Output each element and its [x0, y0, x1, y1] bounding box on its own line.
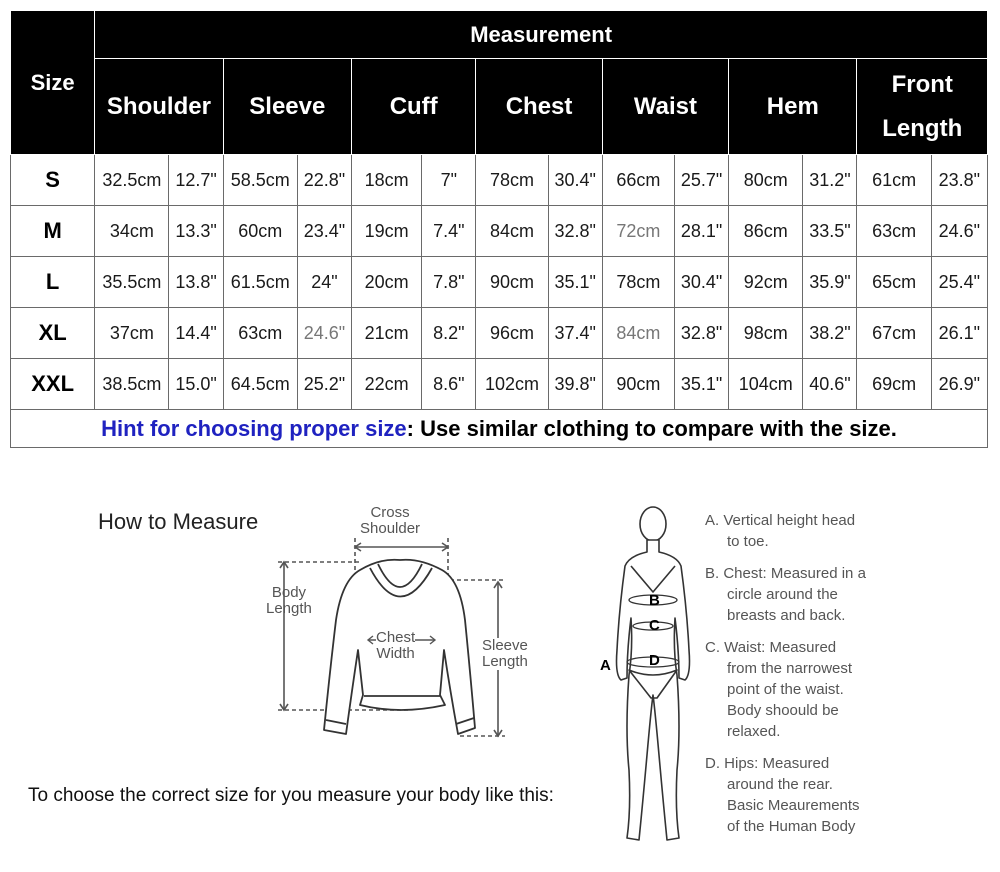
measurement-note — [705, 510, 995, 552]
table-cell: 63cm — [223, 308, 297, 359]
cross-shoulder-line2: Shoulder — [360, 520, 421, 537]
table-cell: 63cm — [857, 206, 931, 257]
hint-text: Use similar clothing to compare with the size. — [414, 415, 897, 441]
cross-shoulder-label — [360, 505, 420, 537]
table-cell: 22cm — [352, 359, 422, 410]
table-cell: 86cm — [729, 206, 803, 257]
note-first-line: C. Waist: Measured — [705, 639, 837, 656]
table-cell: 25.2" — [297, 359, 351, 410]
hint-lead: Hint for choosing proper size — [101, 415, 407, 441]
table-cell: 15.0" — [169, 359, 223, 410]
table-cell: 32.8" — [548, 206, 602, 257]
table-row — [11, 359, 988, 410]
table-cell: 35.1" — [548, 257, 602, 308]
body-marker-a: A — [600, 657, 611, 674]
column-header-shoulder: Shoulder — [95, 59, 223, 155]
table-cell: 35.5cm — [95, 257, 169, 308]
table-cell: 31.2" — [803, 155, 857, 206]
note-line: from the narrowest — [727, 660, 853, 677]
table-row — [11, 308, 988, 359]
table-cell: 35.1" — [674, 359, 728, 410]
sleeve-length-label — [482, 638, 528, 670]
table-cell: 38.5cm — [95, 359, 169, 410]
table-cell: 18cm — [352, 155, 422, 206]
body-marker-b: B — [649, 592, 660, 609]
note-first-line: B. Chest: Measured in a — [705, 565, 866, 582]
note-line: Basic Meaurements — [727, 797, 860, 814]
table-cell: 37cm — [95, 308, 169, 359]
table-cell: 32.5cm — [95, 155, 169, 206]
table-cell: 28.1" — [674, 206, 728, 257]
table-cell: 12.7" — [169, 155, 223, 206]
table-cell: 104cm — [729, 359, 803, 410]
table-cell: 30.4" — [548, 155, 602, 206]
column-header-hem: Hem — [729, 59, 857, 155]
table-cell: 19cm — [352, 206, 422, 257]
table-cell: 33.5" — [803, 206, 857, 257]
measurement-group-header: Measurement — [95, 11, 988, 59]
measurement-note — [705, 563, 995, 626]
table-cell: 7.4" — [422, 206, 476, 257]
table-cell: 98cm — [729, 308, 803, 359]
table-cell: 38.2" — [803, 308, 857, 359]
table-cell: 84cm — [476, 206, 548, 257]
column-header-cuff: Cuff — [352, 59, 476, 155]
sweater-measurement-diagram — [260, 500, 560, 750]
body-length-label — [266, 585, 312, 617]
table-cell: 24" — [297, 257, 351, 308]
sleeve-length-line1: Sleeve — [482, 637, 528, 654]
table-cell: 61cm — [857, 155, 931, 206]
note-line: relaxed. — [727, 723, 781, 740]
table-cell: 40.6" — [803, 359, 857, 410]
front-length-word: Length — [882, 114, 963, 142]
table-cell: 72cm — [602, 206, 674, 257]
note-line: around the rear. — [727, 776, 833, 793]
table-cell: 78cm — [476, 155, 548, 206]
sleeve-length-line2: Length — [482, 653, 528, 670]
table-cell: 30.4" — [674, 257, 728, 308]
column-header-waist: Waist — [602, 59, 728, 155]
measurement-notes — [705, 510, 995, 848]
table-cell: 64.5cm — [223, 359, 297, 410]
note-first-line: D. Hips: Measured — [705, 755, 830, 772]
table-cell: 32.8" — [674, 308, 728, 359]
table-cell: 8.2" — [422, 308, 476, 359]
size-label: M — [11, 206, 95, 257]
table-cell: 92cm — [729, 257, 803, 308]
size-table-body — [11, 155, 988, 448]
column-header-sleeve: Sleeve — [223, 59, 351, 155]
table-cell: 26.1" — [931, 308, 987, 359]
note-line: to toe. — [727, 533, 769, 550]
note-first-line: A. Vertical height head — [705, 512, 856, 529]
size-chart-table — [10, 10, 988, 448]
size-label: S — [11, 155, 95, 206]
table-cell: 78cm — [602, 257, 674, 308]
table-cell: 80cm — [729, 155, 803, 206]
choose-size-instruction: To choose the correct size for you measure your body like this: — [28, 785, 554, 806]
table-cell: 8.6" — [422, 359, 476, 410]
table-cell: 34cm — [95, 206, 169, 257]
table-cell: 14.4" — [169, 308, 223, 359]
size-label: L — [11, 257, 95, 308]
size-column-header: Size — [11, 11, 95, 155]
note-line: point of the waist. — [727, 681, 844, 698]
hint-row — [11, 410, 988, 448]
column-header-chest: Chest — [476, 59, 602, 155]
note-line: of the Human Body — [727, 818, 856, 835]
table-cell: 25.4" — [931, 257, 987, 308]
table-cell: 23.8" — [931, 155, 987, 206]
chest-width-label — [376, 630, 415, 662]
table-cell: 13.8" — [169, 257, 223, 308]
table-row — [11, 155, 988, 206]
table-cell: 84cm — [602, 308, 674, 359]
table-cell: 102cm — [476, 359, 548, 410]
table-cell: 25.7" — [674, 155, 728, 206]
table-cell: 22.8" — [297, 155, 351, 206]
how-to-measure-title: How to Measure — [98, 509, 259, 534]
note-line: circle around the — [727, 586, 838, 603]
size-label: XL — [11, 308, 95, 359]
table-cell: 66cm — [602, 155, 674, 206]
table-cell: 65cm — [857, 257, 931, 308]
table-row — [11, 206, 988, 257]
table-cell: 24.6" — [931, 206, 987, 257]
table-cell: 60cm — [223, 206, 297, 257]
table-cell: 20cm — [352, 257, 422, 308]
table-cell: 90cm — [602, 359, 674, 410]
table-cell: 23.4" — [297, 206, 351, 257]
cross-shoulder-line1: Cross — [370, 504, 410, 521]
table-cell: 13.3" — [169, 206, 223, 257]
body-marker-d: D — [649, 652, 660, 669]
table-cell: 58.5cm — [223, 155, 297, 206]
hint-colon: : — [406, 415, 414, 441]
table-cell: 7.8" — [422, 257, 476, 308]
table-cell: 96cm — [476, 308, 548, 359]
front-length-word: Front — [891, 70, 953, 98]
body-length-line2: Length — [266, 600, 312, 617]
body-length-line1: Body — [271, 584, 307, 601]
hint-cell — [11, 410, 988, 448]
table-row — [11, 257, 988, 308]
table-cell: 7" — [422, 155, 476, 206]
table-cell: 35.9" — [803, 257, 857, 308]
note-line: breasts and back. — [727, 607, 846, 624]
measurement-note — [705, 637, 995, 742]
table-cell: 69cm — [857, 359, 931, 410]
table-cell: 21cm — [352, 308, 422, 359]
table-cell: 90cm — [476, 257, 548, 308]
body-marker-c: C — [649, 617, 660, 634]
note-line: Body shoould be — [727, 702, 839, 719]
chest-width-line2: Width — [376, 645, 415, 662]
chest-width-line1: Chest — [376, 629, 416, 646]
table-cell: 24.6" — [297, 308, 351, 359]
column-header-front-length — [857, 59, 988, 155]
table-cell: 26.9" — [931, 359, 987, 410]
table-cell: 67cm — [857, 308, 931, 359]
measurement-note — [705, 753, 995, 837]
size-label: XXL — [11, 359, 95, 410]
table-cell: 61.5cm — [223, 257, 297, 308]
table-cell: 37.4" — [548, 308, 602, 359]
human-body-diagram — [595, 500, 695, 860]
table-cell: 39.8" — [548, 359, 602, 410]
